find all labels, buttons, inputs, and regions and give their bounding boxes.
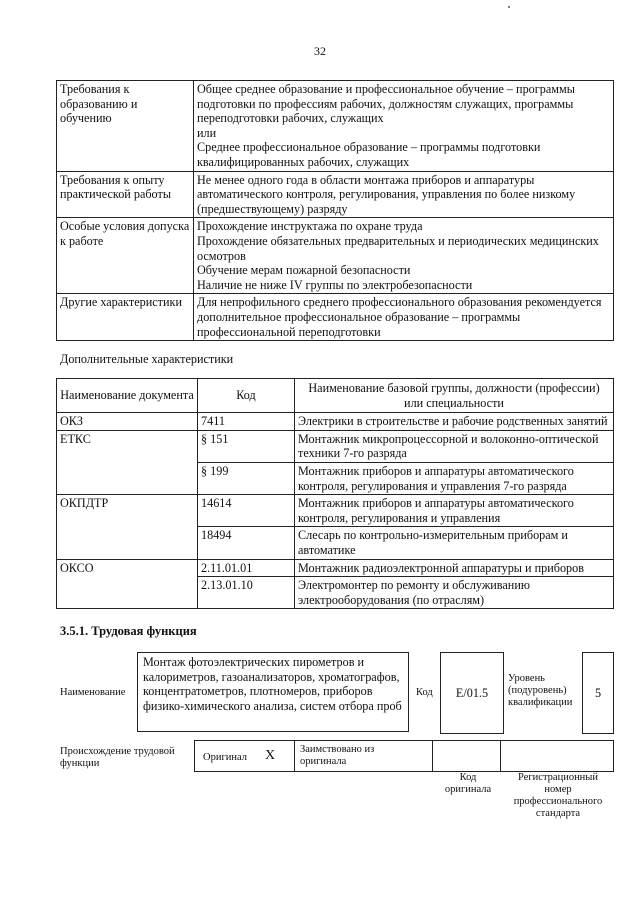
requirement-key: Особые условия допуска к работе xyxy=(57,218,194,294)
doc-cell: ЕТКС xyxy=(57,430,198,462)
header-name: Наименование базовой группы, должности (профессии) или специальности xyxy=(295,379,614,413)
table-row xyxy=(57,171,614,218)
name-cell: Электромонтер по ремонту и обслуживанию электрооборудования (по отраслям) xyxy=(295,577,614,609)
table-row xyxy=(57,495,614,527)
name-cell: Монтажник радиоэлектронной аппаратуры и приборов xyxy=(295,559,614,577)
table-row xyxy=(57,218,614,294)
name-cell: Слесарь по контрольно-измерительным приборам и автоматике xyxy=(295,527,614,559)
origin-original-cell xyxy=(194,740,296,772)
code-cell: § 151 xyxy=(198,430,295,462)
scan-dot xyxy=(508,6,510,8)
table-row xyxy=(57,559,614,577)
origin-reg-cell xyxy=(500,740,614,772)
origin-reg-caption: Регистрационный номер профессионального стандарта xyxy=(513,772,603,819)
origin-original-label: Оригинал xyxy=(203,752,247,763)
function-code: E/01.5 xyxy=(440,652,504,734)
page-number: 32 xyxy=(314,44,326,58)
function-name: Монтаж фотоэлектрических пирометров и калориметров, газоанализаторов, хроматографов, концентратометров, плотномеров, приборов физико-химического анализа, систем отбора проб xyxy=(137,652,409,732)
function-level-label: Уровень (подуровень) квалификации xyxy=(508,673,573,708)
requirement-value: Для непрофильного среднего профессионального образования рекомендуется дополнительное профессиональное образование – программы профессиональной переподготовки xyxy=(194,294,614,341)
table-row xyxy=(57,430,614,462)
name-cell: Монтажник приборов и аппаратуры автоматического контроля, регулирования и управления 7-го разряда xyxy=(295,462,614,494)
doc-cell: ОКСО xyxy=(57,559,198,577)
requirement-key: Другие характеристики xyxy=(57,294,194,341)
requirement-key: Требования к образованию и обучению xyxy=(57,81,194,172)
code-cell: 2.11.01.01 xyxy=(198,559,295,577)
origin-code-cell xyxy=(432,740,502,772)
origin-label: Происхождение трудовой функции xyxy=(60,746,175,769)
origin-borrowed-label: Заимствовано из оригинала xyxy=(300,744,375,767)
function-name-label: Наименование xyxy=(60,687,126,698)
table-row xyxy=(57,527,614,559)
origin-original-mark: X xyxy=(265,748,276,763)
doc-cell xyxy=(57,462,198,494)
doc-cell: ОКЗ xyxy=(57,413,198,431)
function-level: 5 xyxy=(582,652,614,734)
doc-cell xyxy=(57,577,198,609)
origin-code-caption: Код оригинала xyxy=(444,772,492,795)
code-cell: 2.13.01.10 xyxy=(198,577,295,609)
code-cell: § 199 xyxy=(198,462,295,494)
function-code-label: Код xyxy=(416,687,433,698)
additional-title: Дополнительные характеристики xyxy=(60,352,234,366)
section-title: 3.5.1. Трудовая функция xyxy=(60,624,197,638)
header-code: Код xyxy=(198,379,295,413)
table-row xyxy=(57,462,614,494)
requirement-value: Общее среднее образование и профессиональное обучение – программы подготовки по профессиям рабочих, должностям служащих, программы переподготовки рабочих, служащих или Среднее профессиональное образование – программы подготовки квалифицированных рабочих, служащих xyxy=(194,81,614,172)
name-cell: Монтажник микропроцессорной и волоконно-оптической техники 7-го разряда xyxy=(295,430,614,462)
requirements-table xyxy=(56,80,614,341)
header-doc: Наименование документа xyxy=(57,379,198,413)
code-cell: 18494 xyxy=(198,527,295,559)
additional-table xyxy=(56,378,614,609)
requirement-key: Требования к опыту практической работы xyxy=(57,171,194,218)
code-cell: 14614 xyxy=(198,495,295,527)
requirement-value: Прохождение инструктажа по охране труда Прохождение обязательных предварительных и периодических медицинских осмотров Обучение мерам пожарной безопасности Наличие не ниже IV группы по электробезопасности xyxy=(194,218,614,294)
doc-cell: ОКПДТР xyxy=(57,495,198,527)
name-cell: Монтажник приборов и аппаратуры автоматического контроля, регулирования и управления xyxy=(295,495,614,527)
name-cell: Электрики в строительстве и рабочие родственных занятий xyxy=(295,413,614,431)
requirement-value: Не менее одного года в области монтажа приборов и аппаратуры автоматического контроля, регулирования, управления по более низкому (предшествующему) разряду xyxy=(194,171,614,218)
table-row xyxy=(57,81,614,172)
table-row xyxy=(57,294,614,341)
table-row xyxy=(57,577,614,609)
code-cell: 7411 xyxy=(198,413,295,431)
doc-cell xyxy=(57,527,198,559)
table-header-row xyxy=(57,379,614,413)
origin-borrowed-cell xyxy=(294,740,434,772)
table-row xyxy=(57,413,614,431)
